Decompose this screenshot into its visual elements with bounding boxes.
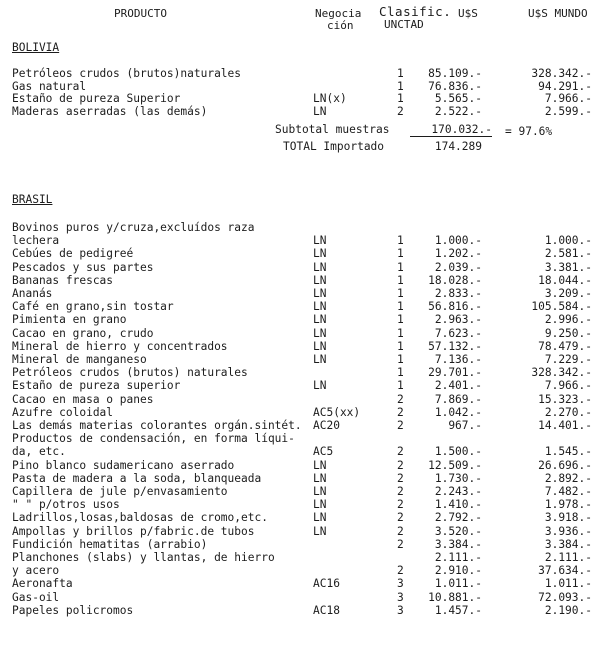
product-name: Mineral de hierro y concentrados — [12, 339, 228, 353]
unctad-class: 2 — [397, 419, 404, 432]
product-name: Estaño de pureza superior — [12, 379, 181, 393]
product-name: lechera — [12, 234, 60, 248]
subtotal-percentage: = 97.6% — [505, 125, 553, 138]
negociacion-code: LN — [313, 326, 327, 340]
total-importado-value: 174.289 — [434, 140, 482, 153]
product-name: Ladrillos,losas,baldosas de cromo,etc. — [12, 511, 268, 525]
product-name: Aeronafta — [12, 577, 73, 591]
uss-mundo-value: 2.581.- — [544, 247, 592, 261]
negociacion-code: LN(x) — [313, 92, 347, 105]
uss-value: 29.701.- — [428, 366, 482, 380]
uss-value: 1.457.- — [434, 603, 482, 617]
product-name: Maderas aserradas (las demás) — [12, 104, 208, 118]
product-name: Las demás materias colorantes orgán.sintét. — [12, 419, 302, 432]
product-name: Cacao en grano, crudo — [12, 326, 154, 340]
unctad-class: 2 — [397, 405, 404, 419]
unctad-class: 2 — [397, 471, 404, 485]
unctad-class: 2 — [397, 445, 404, 459]
section-title-brasil: BRASIL — [12, 193, 53, 206]
uss-value: 2.039.- — [434, 260, 482, 274]
uss-mundo-value: 7.482.- — [544, 485, 592, 498]
uss-value: 3.384.- — [434, 537, 482, 551]
uss-value: 2.243.- — [434, 485, 482, 498]
uss-mundo-value: 78.479.- — [538, 339, 592, 353]
uss-value: 1.202.- — [434, 247, 482, 261]
negociacion-code: AC5 — [313, 445, 334, 459]
uss-value: 12.509.- — [428, 458, 482, 472]
uss-mundo-value: 15.323.- — [538, 392, 592, 406]
product-name: Bananas frescas — [12, 273, 114, 287]
unctad-class: 2 — [397, 458, 404, 472]
uss-mundo-value: 3.918.- — [544, 511, 592, 525]
uss-value: 2.963.- — [434, 313, 482, 327]
unctad-class: 1 — [397, 379, 404, 393]
unctad-class: 2 — [397, 104, 404, 118]
uss-mundo-value: 72.093.- — [538, 590, 592, 604]
uss-mundo-value: 94.291.- — [538, 79, 592, 93]
unctad-class: 2 — [397, 392, 404, 406]
unctad-class: 1 — [397, 326, 404, 340]
uss-mundo-value: 328.342.- — [531, 366, 592, 380]
product-name: Ananás — [12, 287, 53, 300]
header-negocia-cont: ción — [327, 19, 354, 32]
uss-value: 1.011.- — [434, 577, 482, 591]
uss-value: 967.- — [448, 419, 482, 432]
negociacion-code: LN — [313, 511, 327, 525]
header-clasific: Clasific. — [379, 4, 452, 19]
product-name: y acero — [12, 564, 60, 578]
unctad-class: 1 — [397, 67, 404, 80]
product-name: Estaño de pureza Superior — [12, 92, 181, 105]
product-name: Capillera de jule p/envasamiento — [12, 485, 228, 498]
product-name: Pimienta en grano — [12, 313, 127, 327]
unctad-class: 1 — [397, 273, 404, 287]
negociacion-code: LN — [313, 458, 327, 472]
uss-value: 7.623.- — [434, 326, 482, 340]
subtotal-value: 170.032.- — [410, 123, 492, 137]
header-negocia: Negocia — [315, 7, 362, 20]
uss-mundo-value: 37.634.- — [538, 564, 592, 578]
product-name: Productos de condensación, en forma líqui- — [12, 432, 295, 446]
product-name: Bovinos puros y/cruza,excluídos raza — [12, 221, 255, 234]
uss-mundo-value: 14.401.- — [538, 419, 592, 432]
header-producto: PRODUCTO — [114, 7, 167, 20]
uss-value: 1.500.- — [434, 445, 482, 459]
unctad-class: 1 — [397, 353, 404, 366]
header-uss-mundo: U$S MUNDO — [528, 7, 588, 20]
negociacion-code: LN — [313, 339, 327, 353]
product-name: Cacao en masa o panes — [12, 392, 154, 406]
unctad-class: 3 — [397, 590, 404, 604]
unctad-class: 1 — [397, 313, 404, 327]
uss-value: 1.042.- — [434, 405, 482, 419]
uss-mundo-value: 3.936.- — [544, 524, 592, 538]
uss-mundo-value: 3.209.- — [544, 287, 592, 300]
uss-value: 10.881.- — [428, 590, 482, 604]
uss-value: 2.111.- — [434, 551, 482, 564]
uss-value: 85.109.- — [428, 67, 482, 80]
unctad-class: 2 — [397, 498, 404, 512]
uss-value: 2.792.- — [434, 511, 482, 525]
negociacion-code: AC18 — [313, 603, 340, 617]
unctad-class: 1 — [397, 287, 404, 300]
uss-value: 1.410.- — [434, 498, 482, 512]
uss-mundo-value: 2.190.- — [544, 603, 592, 617]
unctad-class: 1 — [397, 247, 404, 261]
negociacion-code: LN — [313, 379, 327, 393]
product-name: Planchones (slabs) y llantas, de hierro — [12, 551, 275, 564]
uss-mundo-value: 26.696.- — [538, 458, 592, 472]
uss-mundo-value: 7.966.- — [544, 379, 592, 393]
product-name: Cebúes de pedigreé — [12, 247, 134, 261]
unctad-class: 2 — [397, 564, 404, 578]
uss-mundo-value: 3.384.- — [544, 537, 592, 551]
product-name: Papeles policromos — [12, 603, 134, 617]
uss-value: 3.520.- — [434, 524, 482, 538]
uss-mundo-value: 7.966.- — [544, 92, 592, 105]
unctad-class: 2 — [397, 511, 404, 525]
product-name: Fundición hematitas (arrabio) — [12, 537, 208, 551]
negociacion-code: LN — [313, 300, 327, 314]
uss-value: 2.833.- — [434, 287, 482, 300]
header-uss: U$S — [458, 7, 478, 20]
uss-mundo-value: 1.545.- — [544, 445, 592, 459]
uss-value: 57.132.- — [428, 339, 482, 353]
uss-value: 76.836.- — [428, 79, 482, 93]
negociacion-code: LN — [313, 234, 327, 248]
unctad-class: 1 — [397, 92, 404, 105]
negociacion-code: LN — [313, 471, 327, 485]
product-name: " " p/otros usos — [12, 498, 120, 512]
negociacion-code: LN — [313, 104, 327, 118]
product-name: Petróleos crudos (brutos) naturales — [12, 366, 248, 380]
negociacion-code: LN — [313, 485, 327, 498]
uss-value: 1.000.- — [434, 234, 482, 248]
subtotal-label: Subtotal muestras — [275, 123, 390, 136]
uss-mundo-value: 1.011.- — [544, 577, 592, 591]
negociacion-code: LN — [313, 273, 327, 287]
uss-value: 7.136.- — [434, 353, 482, 366]
unctad-class: 3 — [397, 577, 404, 591]
uss-mundo-value: 1.000.- — [544, 234, 592, 248]
negociacion-code: LN — [313, 313, 327, 327]
product-name: da, etc. — [12, 445, 66, 459]
product-name: Ampollas y brillos p/fabric.de tubos — [12, 524, 255, 538]
uss-value: 2.522.- — [434, 104, 482, 118]
negociacion-code: LN — [313, 353, 327, 366]
section-title-bolivia: BOLIVIA — [12, 41, 60, 54]
uss-value: 1.730.- — [434, 471, 482, 485]
uss-mundo-value: 7.229.- — [544, 353, 592, 366]
product-name: Pasta de madera a la soda, blanqueada — [12, 471, 262, 485]
uss-value: 5.565.- — [434, 92, 482, 105]
unctad-class: 1 — [397, 234, 404, 248]
negociacion-code: LN — [313, 260, 327, 274]
total-importado-label: TOTAL Importado — [283, 140, 385, 153]
uss-value: 7.869.- — [434, 392, 482, 406]
uss-mundo-value: 1.978.- — [544, 498, 592, 512]
product-name: Café en grano,sin tostar — [12, 300, 174, 314]
unctad-class: 1 — [397, 339, 404, 353]
uss-mundo-value: 2.270.- — [544, 405, 592, 419]
negociacion-code: LN — [313, 524, 327, 538]
negociacion-code: AC5(xx) — [313, 405, 361, 419]
uss-value: 2.910.- — [434, 564, 482, 578]
uss-value: 18.028.- — [428, 273, 482, 287]
uss-mundo-value: 3.381.- — [544, 260, 592, 274]
unctad-class: 2 — [397, 524, 404, 538]
product-name: Petróleos crudos (brutos)naturales — [12, 67, 242, 80]
header-unctad: UNCTAD — [384, 18, 424, 31]
product-name: Pescados y sus partes — [12, 260, 154, 274]
uss-value: 2.401.- — [434, 379, 482, 393]
negociacion-code: AC20 — [313, 419, 340, 432]
negociacion-code: LN — [313, 247, 327, 261]
unctad-class: 1 — [397, 260, 404, 274]
product-name: Mineral de manganeso — [12, 353, 147, 366]
uss-mundo-value: 9.250.- — [544, 326, 592, 340]
uss-mundo-value: 2.996.- — [544, 313, 592, 327]
product-name: Azufre coloidal — [12, 405, 114, 419]
product-name: Gas-oil — [12, 590, 60, 604]
unctad-class: 1 — [397, 79, 404, 93]
uss-mundo-value: 328.342.- — [531, 67, 592, 80]
product-name: Pino blanco sudamericano aserrado — [12, 458, 235, 472]
uss-mundo-value: 18.044.- — [538, 273, 592, 287]
uss-mundo-value: 105.584.- — [531, 300, 592, 314]
unctad-class: 2 — [397, 537, 404, 551]
unctad-class: 3 — [397, 603, 404, 617]
negociacion-code: LN — [313, 287, 327, 300]
product-name: Gas natural — [12, 79, 87, 93]
negociacion-code: LN — [313, 498, 327, 512]
uss-mundo-value: 2.599.- — [544, 104, 592, 118]
uss-mundo-value: 2.892.- — [544, 471, 592, 485]
negociacion-code: AC16 — [313, 577, 340, 591]
unctad-class: 1 — [397, 366, 404, 380]
uss-mundo-value: 2.111.- — [544, 551, 592, 564]
unctad-class: 2 — [397, 485, 404, 498]
uss-value: 56.816.- — [428, 300, 482, 314]
unctad-class: 1 — [397, 300, 404, 314]
